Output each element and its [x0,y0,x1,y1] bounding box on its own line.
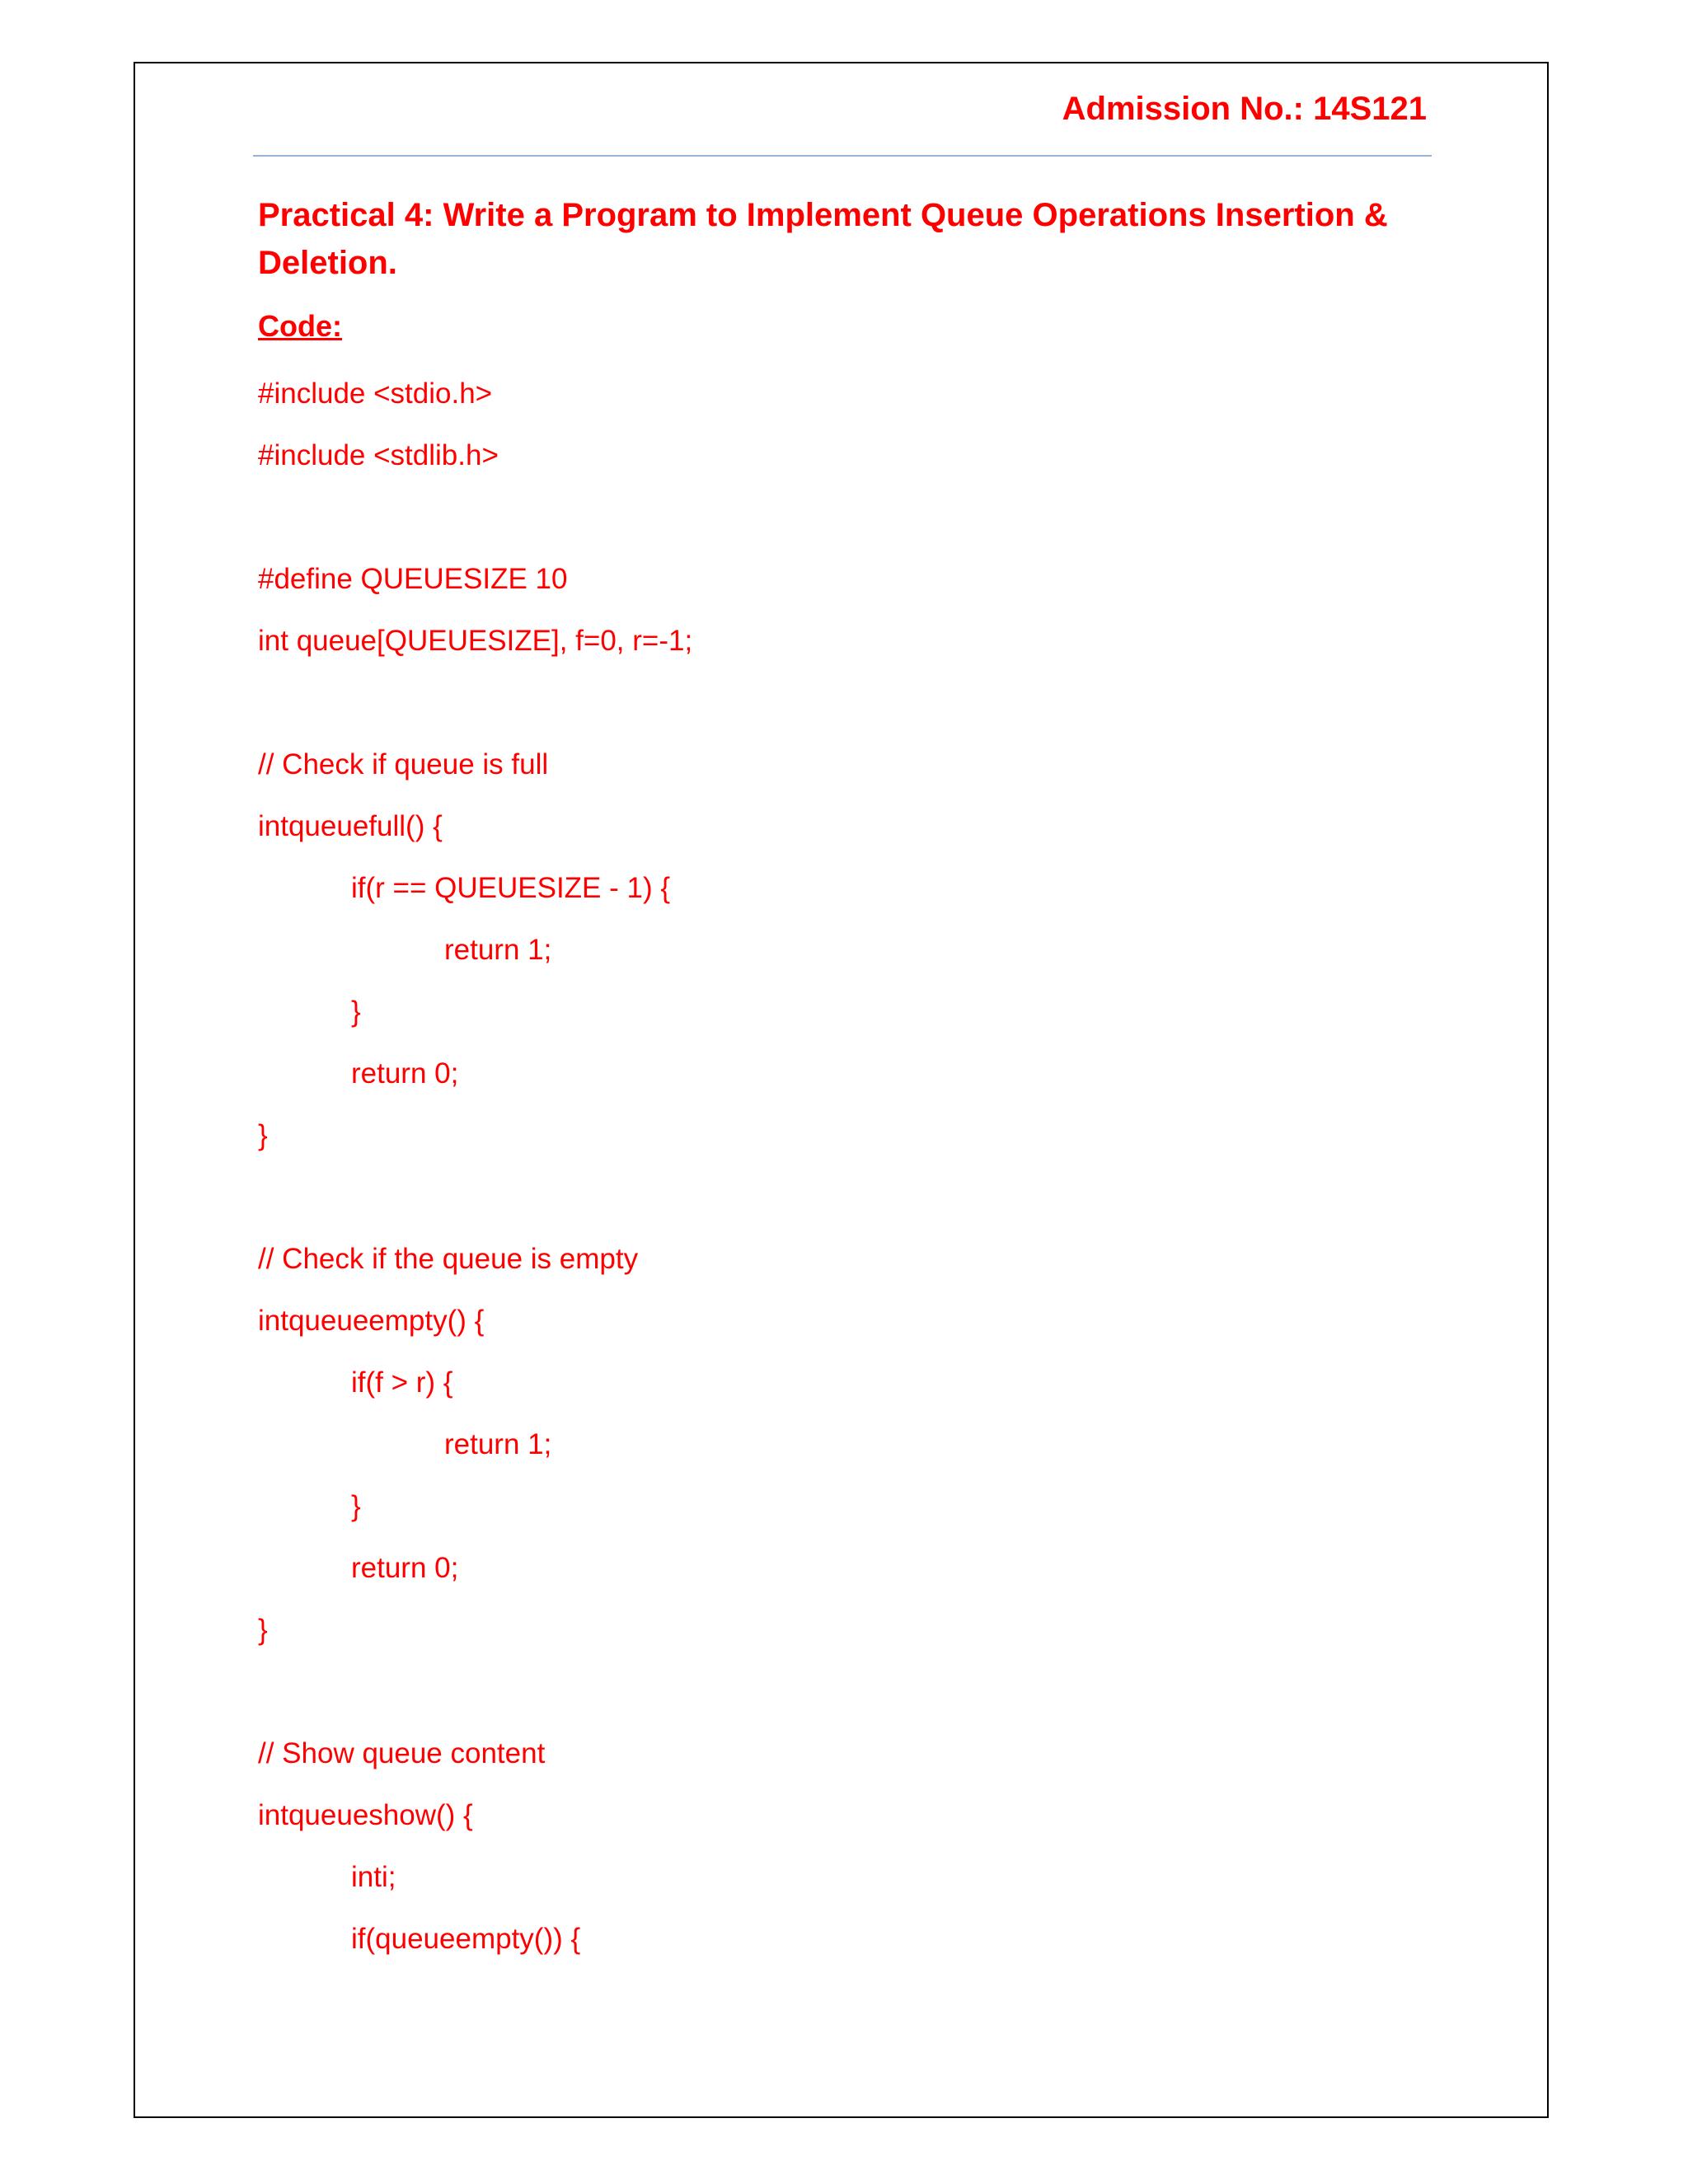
practical-title: Practical 4: Write a Program to Implement Queue Operations Insertion & Deletion. [258,197,1388,281]
code-line: #define QUEUESIZE 10 [258,563,568,595]
code-line: inti; [351,1861,396,1893]
code-line: } [258,1614,268,1646]
code-line [258,1661,1437,1722]
code-line: int queue[QUEUESIZE], f=0, r=-1; [258,625,693,657]
code-line: if(queueempty()) { [351,1923,581,1955]
code-line: } [258,1119,268,1151]
code-block [258,363,1437,1970]
code-line [258,1166,1437,1228]
code-line: } [351,996,361,1028]
code-line: // Check if queue is full [258,748,549,780]
code-line: if(f > r) { [351,1366,453,1399]
code-line: return 1; [444,934,552,966]
header-divider [253,155,1432,157]
code-line [258,486,1437,548]
code-line: if(r == QUEUESIZE - 1) { [351,872,671,904]
code-line: intqueueshow() { [258,1799,473,1831]
code-heading: Code: [258,309,342,343]
code-line: return 1; [444,1428,552,1460]
code-line: // Check if the queue is empty [258,1243,639,1275]
code-line: #include <stdlib.h> [258,439,499,471]
code-line: // Show queue content [258,1737,546,1769]
code-line: return 0; [351,1552,459,1584]
code-line [258,672,1437,733]
admission-number: Admission No.: 14S121 [1062,91,1427,127]
code-line: } [351,1490,361,1522]
code-line: intqueuefull() { [258,810,443,842]
code-line: return 0; [351,1057,459,1090]
code-line: #include <stdio.h> [258,377,493,410]
code-line: intqueueempty() { [258,1305,485,1337]
